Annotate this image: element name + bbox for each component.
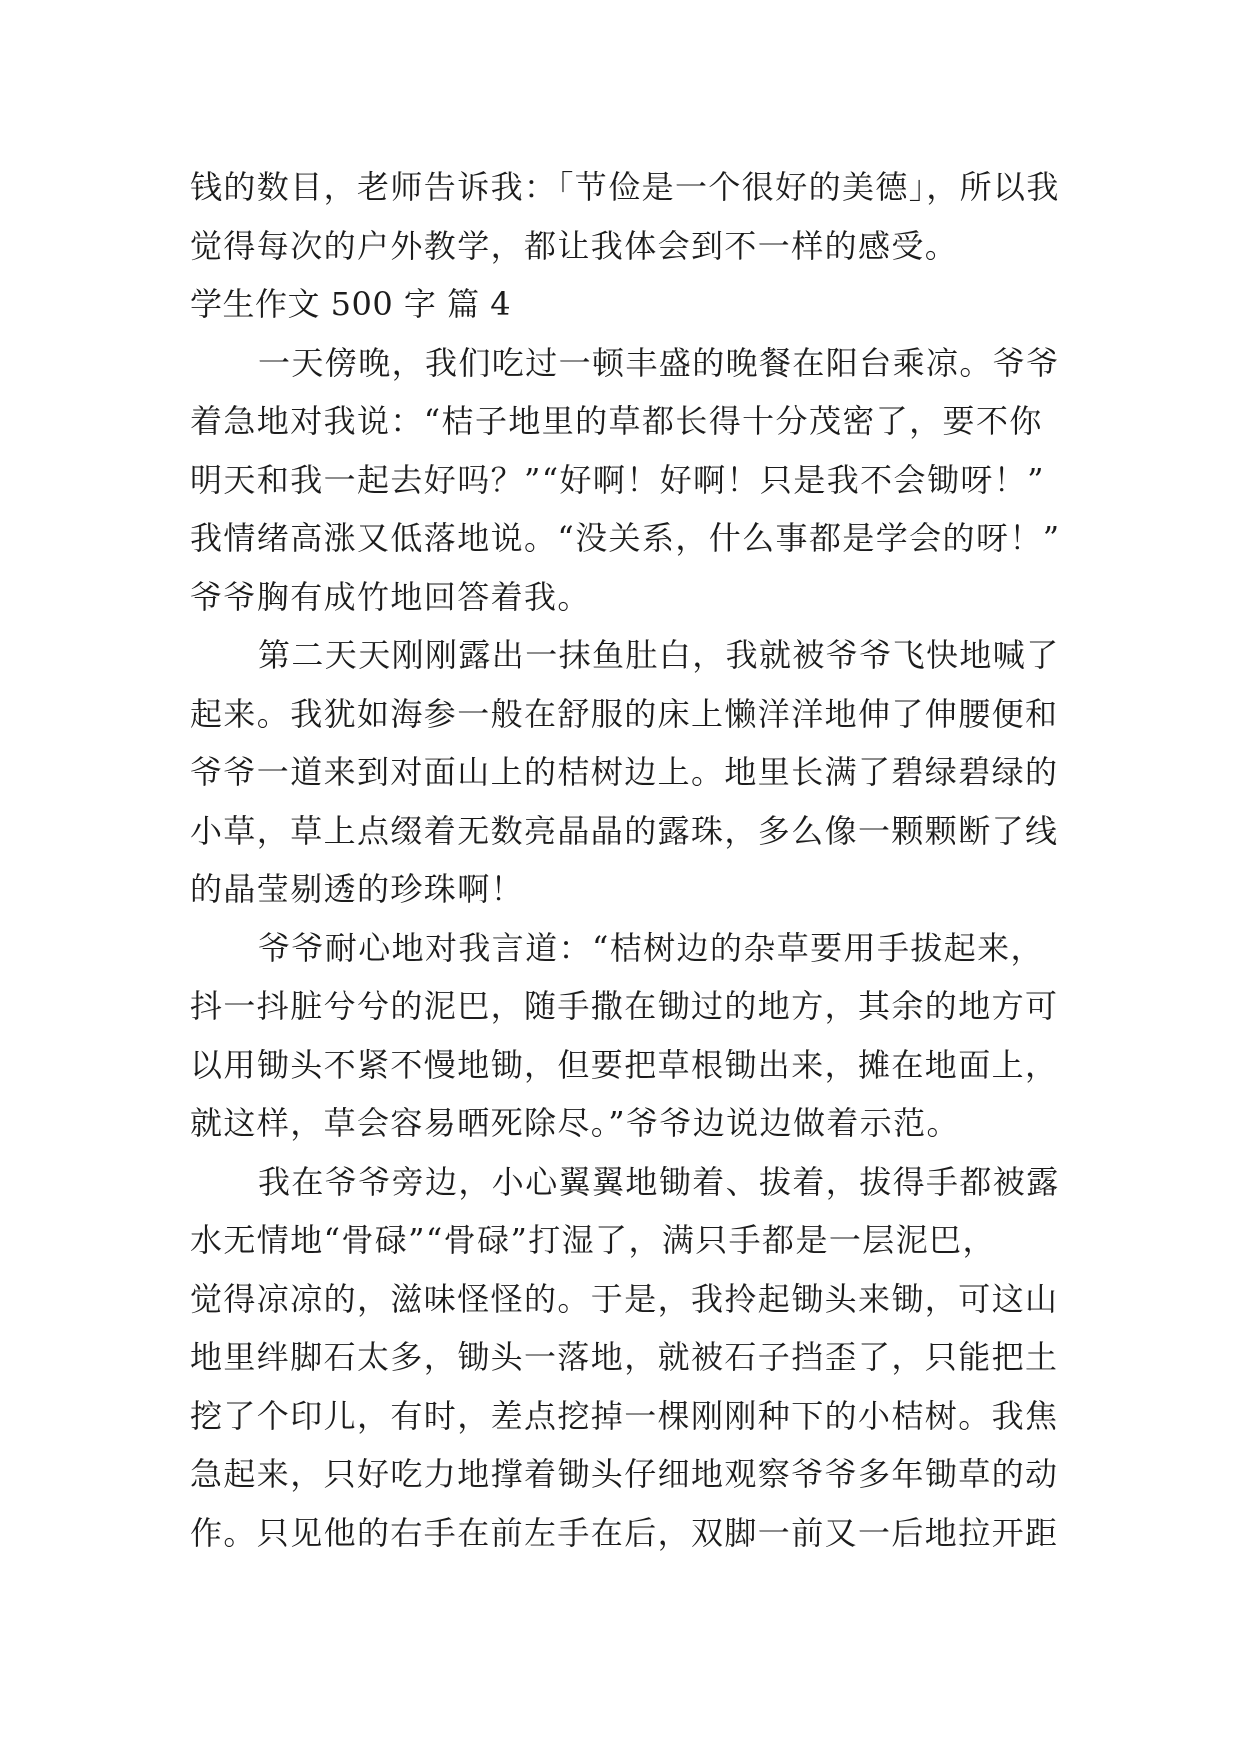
document-body (190, 158, 1060, 1562)
text-line: 挖了个印儿，有时，差点挖掉一棵刚刚种下的小桔树。我焦 (190, 1396, 1059, 1435)
paragraph-continued (190, 158, 1060, 275)
text-line: 我情绪高涨又低落地说。“没关系，什么事都是学会的呀！” (190, 519, 1061, 557)
text-line: 作。只见他的右手在前左手在后，双脚一前又一后地拉开距 (190, 1513, 1059, 1552)
paragraph-2 (190, 626, 1060, 919)
text-line: 起来。我犹如海参一般在舒服的床上懒洋洋地伸了伸腰便和 (190, 694, 1059, 733)
text-line: 觉得每次的户外教学，都让我体会到不一样的感受。 (190, 226, 959, 265)
text-line: 的晶莹剔透的珍珠啊！ (190, 870, 525, 908)
paragraph-4 (190, 1153, 1060, 1563)
text-line: 爷爷耐心地对我言道：“桔树边的杂草要用手拔起来， (258, 928, 1044, 967)
text-line: 明天和我一起去好吗？”“好啊！好啊！只是我不会锄呀！” (190, 460, 1045, 499)
text-line: 小草，草上点缀着无数亮晶晶的露珠，多么像一颗颗断了线 (190, 811, 1059, 850)
text-line: 我在爷爷旁边，小心翼翼地锄着、拔着，拔得手都被露 (258, 1162, 1060, 1201)
text-line: 钱的数目，老师告诉我：「节俭是一个很好的美德」，所以我 (190, 168, 1060, 206)
paragraph-3 (190, 919, 1060, 1153)
text-line: 就这样，草会容易晒死除尽。”爷爷边说边做着示范。 (190, 1104, 960, 1142)
text-line: 着急地对我说：“桔子地里的草都长得十分茂密了，要不你 (190, 402, 1043, 440)
text-line: 地里绊脚石太多，锄头一落地，就被石子挡歪了，只能把土 (190, 1338, 1059, 1376)
text-line: 爷爷一道来到对面山上的桔树边上。地里长满了碧绿碧绿的 (190, 753, 1059, 791)
section-heading (190, 275, 1060, 334)
text-line: 一天傍晚，我们吃过一顿丰盛的晚餐在阳台乘凉。爷爷 (258, 343, 1060, 382)
text-line: 觉得凉凉的，滋味怪怪的。于是，我拎起锄头来锄，可这山 (190, 1279, 1059, 1318)
text-line: 以用锄头不紧不慢地锄，但要把草根锄出来，摊在地面上， (190, 1045, 1059, 1084)
heading-text: 学生作文 500 字 篇 4 (190, 285, 512, 323)
text-line: 水无情地“骨碌”“骨碌”打湿了，满只手都是一层泥巴， (190, 1221, 996, 1259)
text-line: 爷爷胸有成竹地回答着我。 (190, 577, 591, 616)
text-line: 第二天天刚刚露出一抹鱼肚白，我就被爷爷飞快地喊了 (258, 636, 1060, 674)
text-line: 急起来，只好吃力地撑着锄头仔细地观察爷爷多年锄草的动 (190, 1455, 1059, 1493)
paragraph-1 (190, 334, 1060, 627)
text-line: 抖一抖脏兮兮的泥巴，随手撒在锄过的地方，其余的地方可 (190, 987, 1059, 1025)
